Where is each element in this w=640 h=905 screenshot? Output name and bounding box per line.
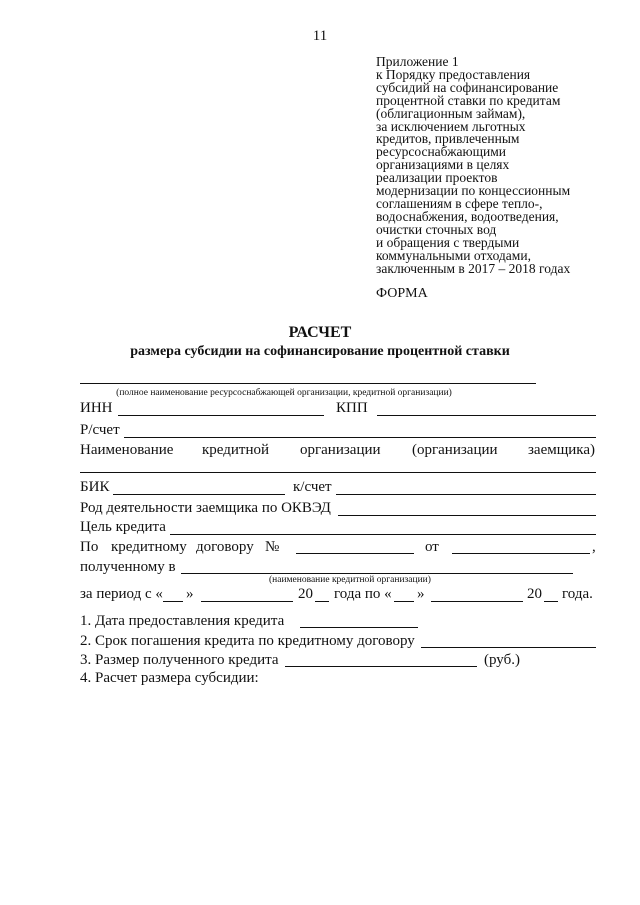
appendix-line: Приложение 1 [376,54,459,69]
contract-word: кредитному [111,539,187,555]
rschet-field[interactable] [124,437,596,438]
kpp-label: КПП [336,400,368,416]
org-name-word: (организации [412,442,498,458]
bik-label: БИК [80,479,110,495]
document-subtitle: размера субсидии на софинансирование процентной ставки [130,344,510,359]
appendix-line: и обращения с твердыми [376,234,520,250]
received-in-label: полученному в [80,559,176,575]
contract-number-field[interactable] [296,553,414,554]
org-name-field[interactable] [80,383,536,384]
appendix-line: соглашениям в сфере тепло-, [376,195,543,211]
appendix-line: организациями в целях [376,157,510,173]
document-title: РАСЧЕТ [288,324,352,341]
kschet-label: к/счет [293,479,332,495]
appendix-line: заключенным в 2017 – 2018 годах [376,260,571,276]
item-credit-amount-field[interactable] [285,666,477,667]
appendix-line: реализации проектов [376,170,498,186]
org-name-word: организации [300,442,381,458]
period-start-month-field[interactable] [201,601,293,602]
rschet-label: Р/счет [80,422,120,438]
purpose-label: Цель кредита [80,519,166,535]
inn-label: ИНН [80,400,113,416]
period-mid: года по « [334,586,392,602]
org-name-hint: (полное наименование ресурсоснабжающей организации, кредитной организации) [116,388,452,398]
period-end-month-field[interactable] [431,601,523,602]
appendix-line: водоснабжения, водоотведения, [376,208,559,224]
appendix-line: кредитов, привлеченным [376,131,520,147]
appendix-line: к Порядку предоставления [376,66,531,82]
item-credit-date-label: 1. Дата предоставления кредита [80,613,285,629]
contract-number-sign: № [265,539,280,555]
item-credit-amount-label: 3. Размер полученного кредита [80,652,279,668]
contract-comma: , [592,539,596,555]
item-repayment-term-field[interactable] [421,647,596,648]
okved-field[interactable] [338,515,596,516]
period-end-year-field[interactable] [544,601,558,602]
item-credit-date-field[interactable] [300,627,418,628]
period-end: года. [562,586,593,602]
appendix-line: субсидий на софинансирование [376,79,559,95]
bank-name-hint: (наименование кредитной организации) [269,575,431,585]
appendix-line: ресурсоснабжающими [376,144,507,160]
appendix-line: очистки сточных вод [376,221,497,237]
appendix-line: за исключением льготных [376,118,526,134]
purpose-field[interactable] [170,534,596,535]
contract-word: договору [196,539,254,555]
period-end-day-field[interactable] [394,601,414,602]
form-label: ФОРМА [376,286,428,301]
appendix-line: коммунальными отходами, [376,247,531,263]
contract-date-field[interactable] [452,553,590,554]
okved-label: Род деятельности заемщика по ОКВЭД [80,500,331,516]
period-end-year-prefix: 20 [527,586,542,602]
item-subsidy-calc-label: 4. Расчет размера субсидии: [80,670,259,686]
appendix-line: (облигационным займам), [376,105,526,121]
period-start-year-prefix: 20 [298,586,313,602]
appendix-line: процентной ставки по кредитам [376,92,561,108]
contract-word: По [80,539,99,555]
kschet-field[interactable] [336,494,596,495]
period-prefix: за период с « [80,586,163,602]
period-start-year-field[interactable] [315,601,329,602]
org-name-word: заемщика) [528,442,596,458]
org-name-word: Наименование [80,442,174,458]
period-quote: » [417,586,425,602]
item-repayment-term-label: 2. Срок погашения кредита по кредитному договору [80,633,415,649]
period-start-day-field[interactable] [163,601,183,602]
appendix-line: модернизации по концессионным [376,183,571,199]
contract-date-label: от [425,539,439,555]
borrower-name-field[interactable] [80,472,596,473]
bik-field[interactable] [113,494,285,495]
inn-field[interactable] [118,415,324,416]
item-credit-amount-unit: (руб.) [484,652,520,668]
bank-name-field[interactable] [181,573,573,574]
kpp-field[interactable] [377,415,596,416]
appendix-block [376,56,570,275]
page-number: 11 [312,28,328,44]
org-name-word: кредитной [202,442,270,458]
period-quote: » [186,586,194,602]
